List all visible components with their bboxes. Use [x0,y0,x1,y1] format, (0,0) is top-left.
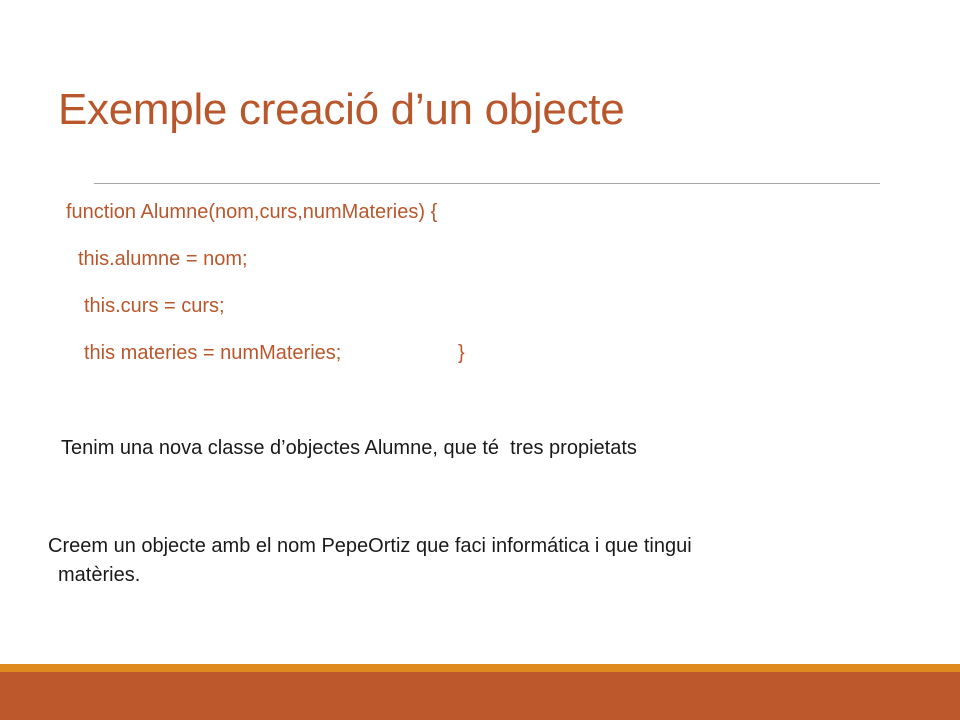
code-line-1: function Alumne(nom,curs,numMateries) { [66,201,438,223]
body-text-create-line-2: matèries. [58,564,141,586]
footer-accent-bar [0,664,960,672]
code-line-2: this.alumne = nom; [78,248,248,270]
body-text-create-line-1: Creem un objecte amb el nom PepeOrtiz que faci informática i que tingui [48,535,692,557]
code-closing-brace: } [458,342,465,364]
title-divider [94,183,880,184]
code-line-4: this materies = numMateries; [84,342,342,364]
slide-title: Exemple creació d’un objecte [58,85,625,134]
code-line-3: this.curs = curs; [84,295,225,317]
body-text-classes: Tenim una nova classe d’objectes Alumne, que té tres propietats [61,437,637,459]
footer-bar [0,672,960,720]
